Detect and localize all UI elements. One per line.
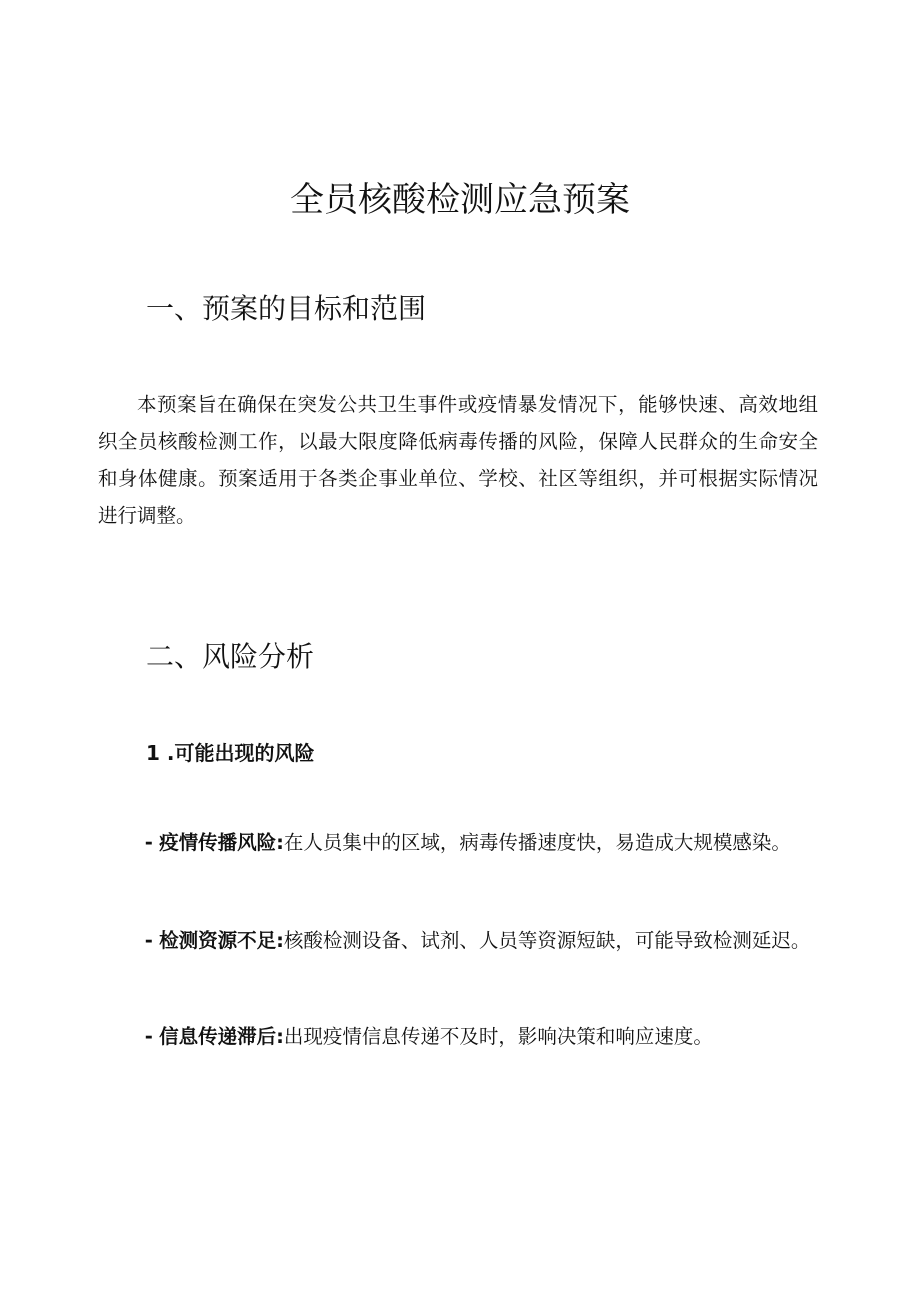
document-title: 全员核酸检测应急预案 xyxy=(290,180,630,220)
subheading-possible-risks: 1 .可能出现的风险 xyxy=(146,741,315,765)
section-heading-risk-analysis: 二、风险分析 xyxy=(146,640,315,673)
risk-label-information-delay: 信息传递滞后: xyxy=(159,1025,284,1048)
risk-bullet: - xyxy=(144,929,153,952)
risk-item xyxy=(98,1018,818,1055)
risk-item xyxy=(98,922,818,959)
risk-text-testing-resources: 核酸检测设备、试剂、人员等资源短缺，可能导致检测延迟。 xyxy=(283,929,811,952)
section-heading-goals-scope: 一、预案的目标和范围 xyxy=(146,292,427,325)
risk-item xyxy=(98,824,818,861)
risk-text-epidemic-spread: 在人员集中的区域，病毒传播速度快，易造成大规模感染。 xyxy=(283,831,791,854)
risk-bullet: - xyxy=(144,1025,153,1048)
risk-bullet: - xyxy=(144,831,153,854)
risk-text-information-delay: 出现疫情信息传递不及时，影响决策和响应速度。 xyxy=(283,1025,713,1048)
risk-label-testing-resources: 检测资源不足: xyxy=(159,929,284,952)
goals-scope-paragraph: 本预案旨在确保在突发公共卫生事件或疫情暴发情况下，能够快速、高效地组织全员核酸检测工作，以最大限度降低病毒传播的风险，保障人民群众的生命安全和身体健康。预案适用于各类企事业单位、学校、社区等组织，并可根据实际情况进行调整。 xyxy=(98,393,818,527)
risk-label-epidemic-spread: 疫情传播风险: xyxy=(159,831,284,854)
